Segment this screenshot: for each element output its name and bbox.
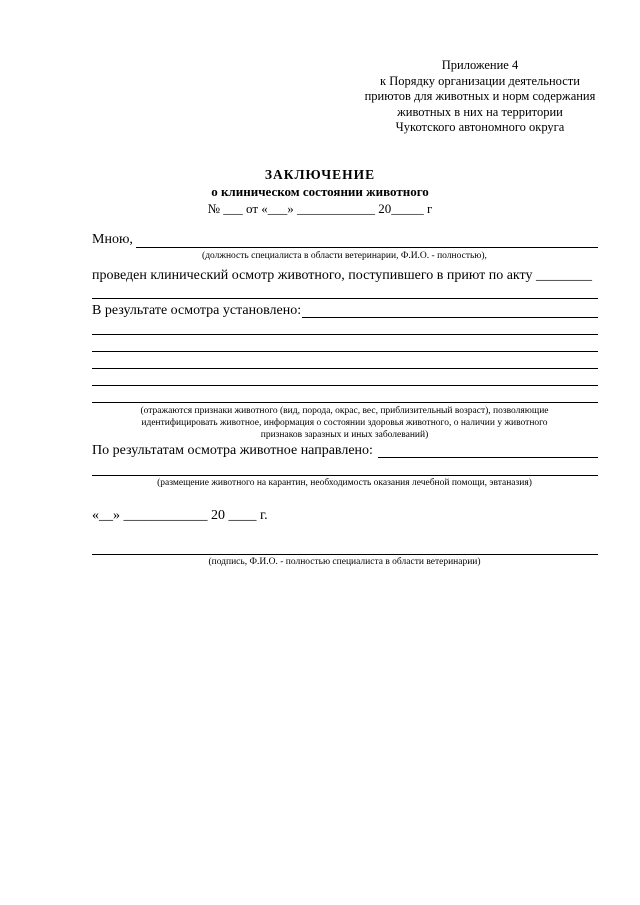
result-line [302,317,598,318]
blank-line [92,298,598,299]
appendix-block [320,58,640,136]
result-hint-line: (отражаются признаки животного (вид, порода, окрас, вес, приблизительный возраст), позволяющие [140,406,549,416]
direction-label: По результатам осмотра животное направлено: [92,443,373,458]
specialist-line [136,247,598,248]
blank-line [92,334,598,335]
direction-hint: (размещение животного на карантин, необходимость оказания лечебной помощи, эвтаназия) [157,478,532,488]
document-title: ЗАКЛЮЧЕНИЕ [264,167,376,182]
blank-line [92,475,598,476]
appendix-line: животных в них на территории [397,104,563,119]
result-hint [92,405,597,441]
blank-line [92,351,598,352]
specialist-hint: (должность специалиста в области ветеринарии, Ф.И.О. - полностью), [202,251,487,261]
blank-line [92,385,598,386]
blank-line [92,402,598,403]
signature-line [92,554,598,555]
appendix-line: приютов для животных и норм содержания [364,89,596,103]
document-number-date: № ___ от «___» ____________ 20_____ г [207,201,433,216]
result-hint-line: идентифицировать животное, информация о состоянии здоровья животного, о наличии у животного [141,418,548,428]
date-line: «__» ____________ 20 ____ г. [92,508,268,523]
by-me-label: Мною, [92,232,133,247]
blank-line [92,368,598,369]
appendix-line: к Порядку организации деятельности [380,73,580,88]
signature-hint: (подпись, Ф.И.О. - полностью специалиста в области ветеринарии) [208,557,481,567]
result-label: В результате осмотра установлено: [92,303,302,318]
document-subtitle: о клиническом состоянии животного [211,184,429,199]
exam-text: проведен клинический осмотр животного, поступившего в приют по акту ________ [92,268,592,283]
direction-line [378,457,598,458]
appendix-line: Приложение 4 [441,58,519,72]
result-hint-line: признаков заразных и иных заболеваний) [260,430,429,440]
appendix-line: Чукотского автономного округа [395,120,565,134]
